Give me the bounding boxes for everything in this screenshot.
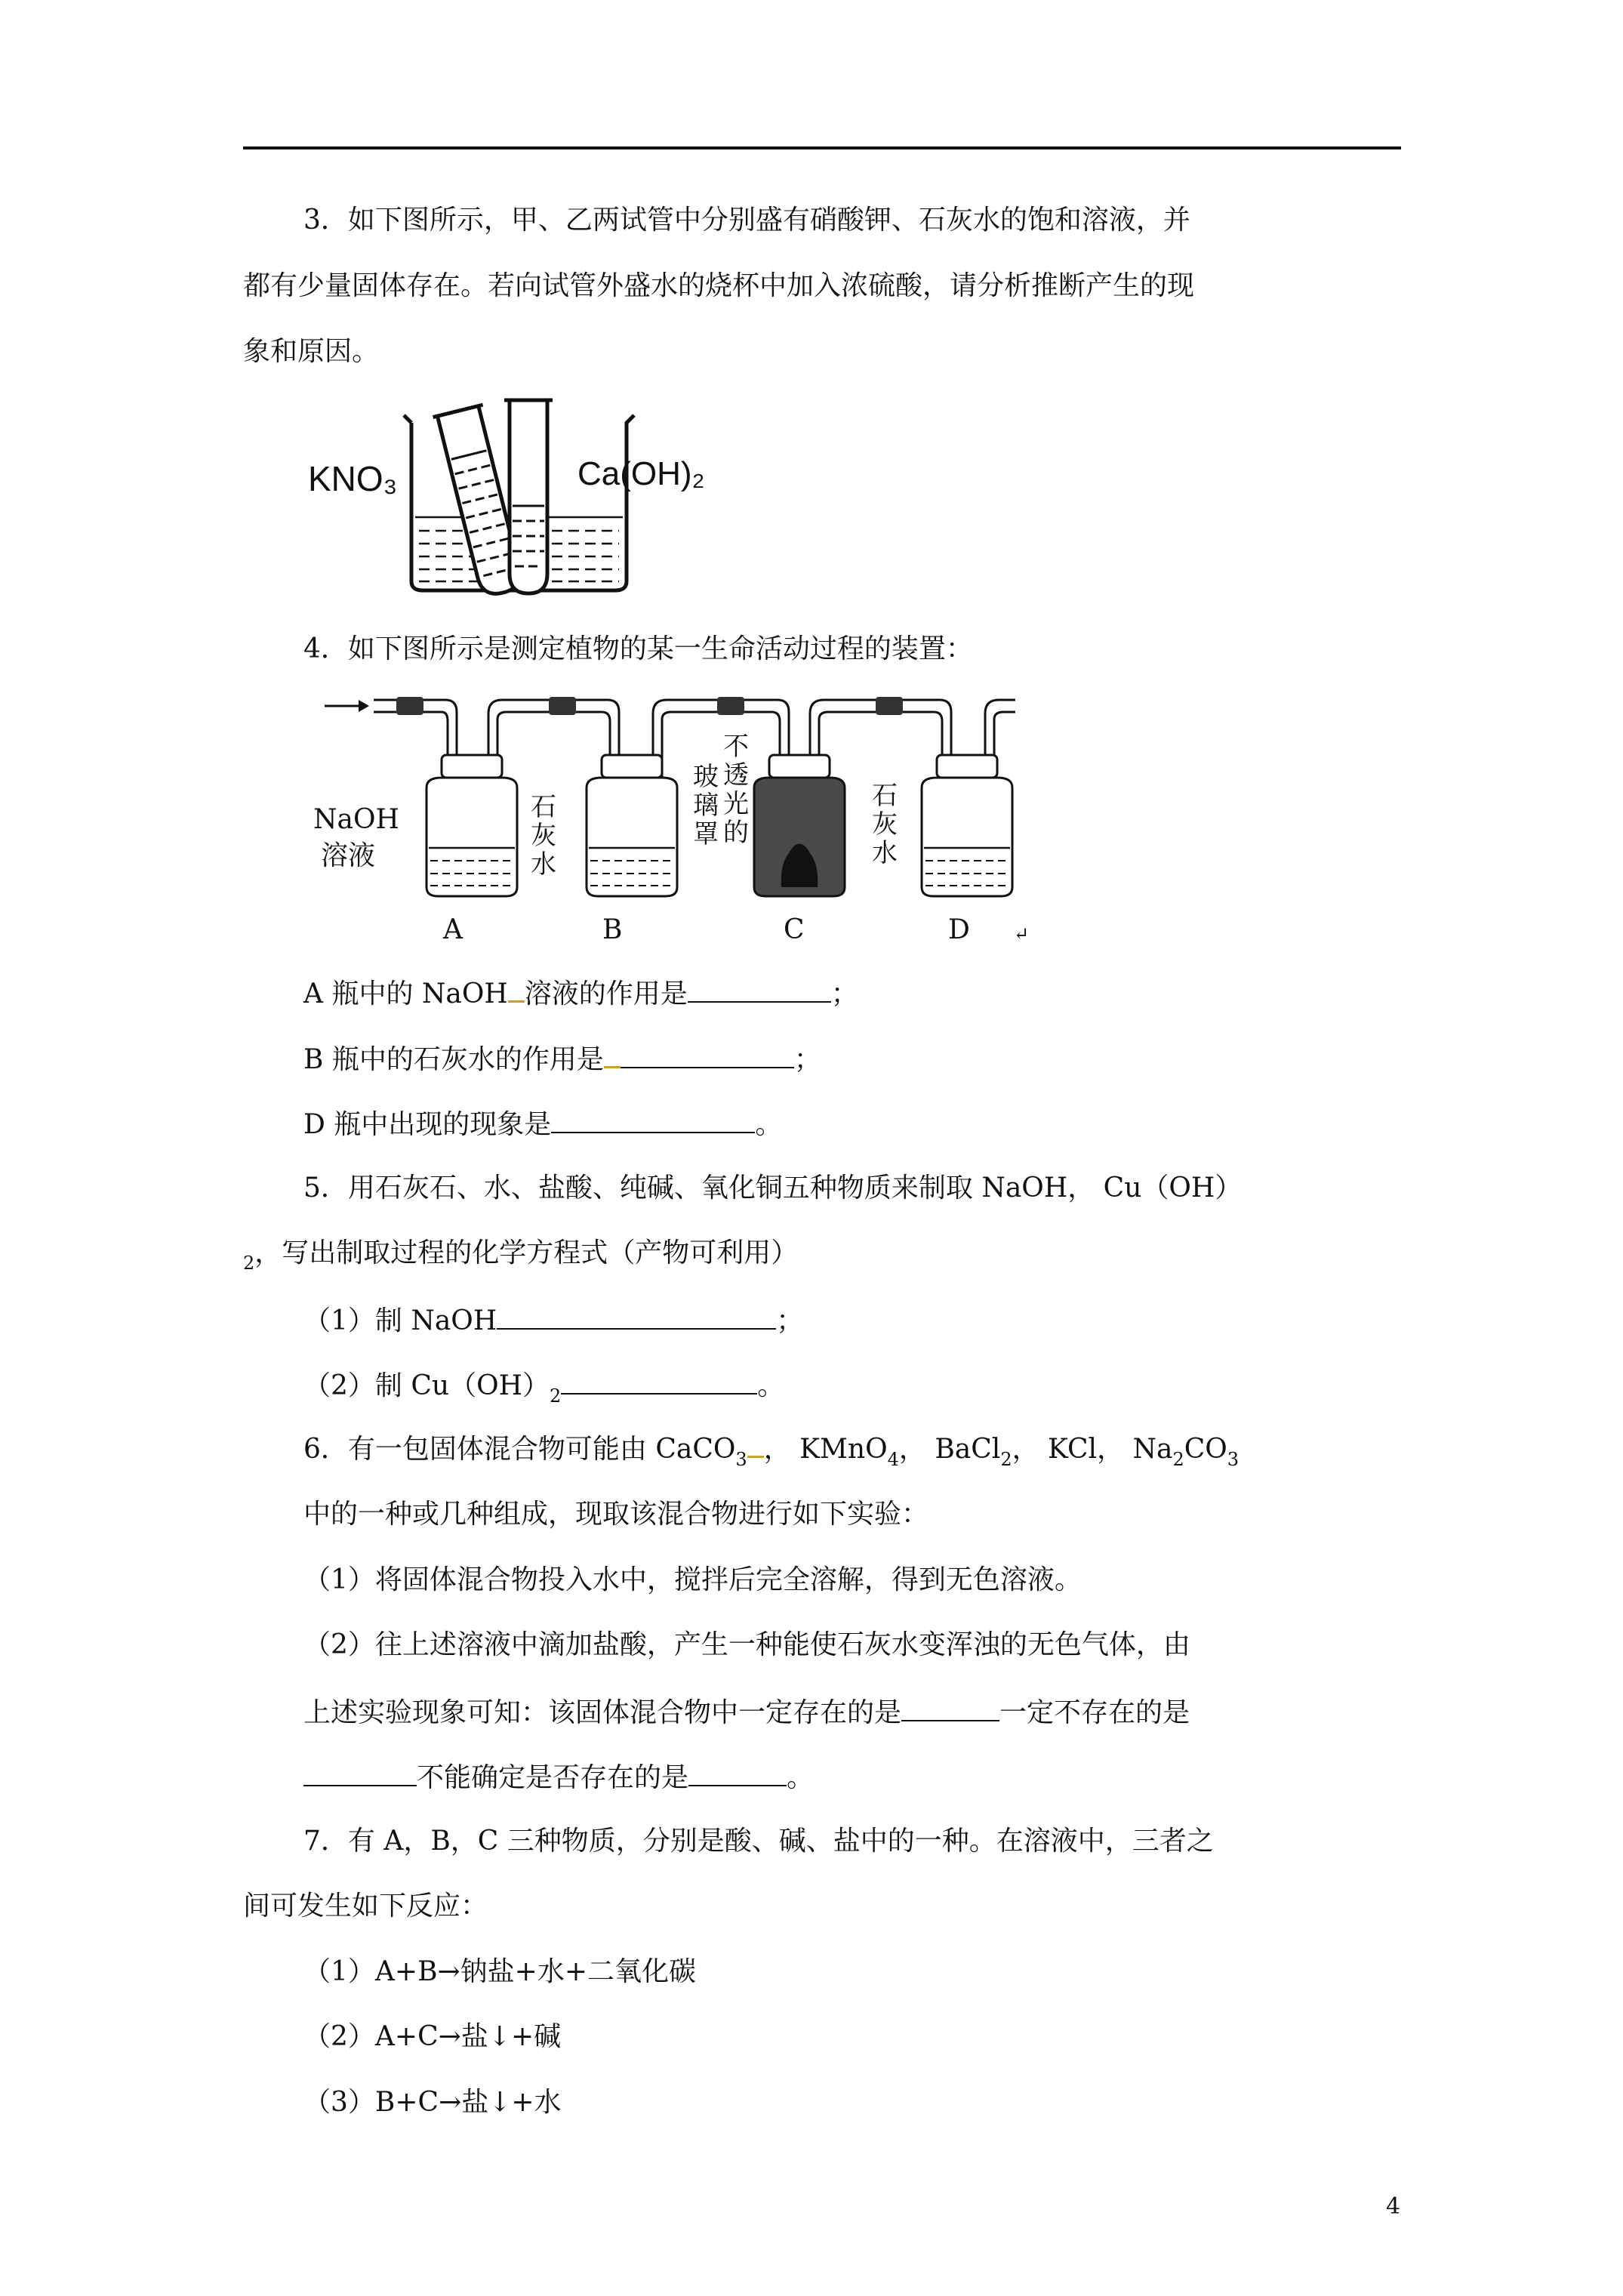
q6-sub-2: 2 (1000, 1449, 1012, 1470)
header-rule (243, 146, 1401, 149)
q7-reaction-1: （1）A+B→钠盐+水+二氧化碳 (303, 1956, 697, 1987)
q6-step-1: （1）将固体混合物投入水中，搅拌后完全溶解，得到无色溶液。 (303, 1564, 1082, 1595)
page-number: 4 (1386, 2193, 1401, 2220)
q6-line-1 (303, 1433, 1239, 1469)
edit-mark (508, 978, 525, 1003)
edit-mark (747, 1433, 764, 1458)
q4-a-text-post: 溶液的作用是 (524, 978, 688, 1009)
bottle-c (754, 755, 845, 896)
beaker-figure (302, 393, 725, 604)
q4-d-line (303, 1106, 782, 1142)
q3-line-1: 3．如下图所示，甲、乙两试管中分别盛有硝酸钾、石灰水的饱和溶液，并 (303, 205, 1190, 236)
q5-item-2-text: （2）制 Cu（OH） (303, 1370, 550, 1401)
answer-blank-must-exist[interactable] (901, 1694, 999, 1721)
q6-sub-3b: 3 (1227, 1449, 1240, 1470)
answer-blank-uncertain[interactable] (688, 1759, 787, 1786)
q7-reaction-2: （2）A+C→盐↓+碱 (303, 2021, 562, 2052)
q5-line-2 (243, 1237, 798, 1272)
bottle-b-label-1: 石 (531, 792, 556, 822)
letter-a: A (443, 914, 463, 945)
q3-line-2: 都有少量固体存在。若向试管外盛水的烧杯中加入浓硫酸，请分析推断产生的现 (243, 270, 1195, 301)
bottle-d (922, 755, 1012, 896)
q6-part-2: ， KMnO (763, 1434, 888, 1465)
bottle-c-label-a1: 玻 (693, 762, 719, 792)
letter-b: B (602, 914, 623, 945)
bottle-c-label-b3: 光 (723, 789, 749, 819)
q6-line-4 (303, 1694, 1190, 1730)
label-kno3: KNO₃ (308, 459, 398, 498)
q4-intro: 4．如下图所示是测定植物的某一生命活动过程的装置： (303, 633, 973, 664)
q7-line-2: 间可发生如下反应： (243, 1891, 488, 1922)
bottle-c-label-b4: 的 (723, 818, 749, 848)
q4-d-end: 。 (755, 1109, 783, 1140)
q7-reaction-3: （3）B+C→盐↓+水 (303, 2087, 562, 2118)
q4-a-line (303, 975, 858, 1011)
test-tube-caoh2 (504, 400, 553, 593)
answer-blank-cuoh2[interactable] (561, 1367, 757, 1395)
q6-line-5 (303, 1759, 814, 1795)
q4-b-text: B 瓶中的石灰水的作用是 (303, 1044, 604, 1075)
q5-line-1: 5．用石灰石、水、盐酸、纯碱、氧化铜五种物质来制取 NaOH， Cu（OH） (303, 1173, 1243, 1203)
q6-line-5-post: 不能确定是否存在的是 (417, 1762, 689, 1793)
q6-sub-4: 4 (887, 1449, 899, 1470)
bottle-d-label-2: 灰 (872, 809, 898, 840)
q6-part-3: ， BaCl (898, 1434, 1001, 1465)
answer-blank-d[interactable] (551, 1106, 755, 1133)
answer-blank-naoh[interactable] (497, 1302, 776, 1330)
q4-a-text-pre: A 瓶中的 NaOH (303, 978, 508, 1009)
answer-blank-b[interactable] (621, 1041, 794, 1068)
answer-blank-must-not-exist[interactable] (303, 1759, 417, 1786)
letter-d: D (948, 914, 970, 945)
q6-sub-2b: 2 (1172, 1449, 1184, 1470)
q4-b-line (303, 1041, 821, 1077)
bottle-b-label-3: 水 (531, 849, 556, 880)
q5-line-2-sub: 2 (243, 1253, 255, 1274)
answer-blank-a[interactable] (688, 975, 831, 1003)
bottle-c-label-a2: 璃 (693, 791, 719, 821)
bottle-a-label-1: NaOH (313, 804, 399, 835)
apparatus-figure (306, 683, 1068, 955)
q4-b-end: ； (793, 1044, 821, 1075)
q6-step-2: （2）往上述溶液中滴加盐酸，产生一种能使石灰水变浑浊的无色气体，由 (303, 1629, 1190, 1660)
q5-item-1 (303, 1302, 803, 1338)
bottle-d-label-3: 水 (872, 838, 898, 868)
bottle-a-label-2: 溶液 (321, 840, 376, 871)
q6-part-5: CO (1184, 1434, 1227, 1465)
q5-line-2-text: ，写出制取过程的化学方程式（产物可利用） (254, 1237, 799, 1268)
q6-line-4-pre: 上述实验现象可知：该固体混合物中一定存在的是 (303, 1697, 902, 1728)
q4-d-text: D 瓶中出现的现象是 (303, 1109, 552, 1140)
q5-item-1-text: （1）制 NaOH (303, 1305, 497, 1336)
q5-item-2 (303, 1367, 784, 1405)
bottle-b-label-2: 灰 (531, 821, 556, 851)
q5-item-2-end: 。 (757, 1370, 785, 1401)
q6-line-5-end: 。 (787, 1762, 815, 1793)
edit-mark (604, 1043, 621, 1068)
q6-line-1-pre: 6．有一包固体混合物可能由 CaCO (303, 1434, 736, 1465)
bottle-c-label-b2: 透 (723, 760, 749, 791)
bottle-d-label-1: 石 (872, 781, 898, 811)
return-mark: ↵ (1014, 923, 1030, 945)
q6-part-4: ， KCl， Na (1012, 1434, 1173, 1465)
q6-sub-3a: 3 (735, 1449, 747, 1470)
q5-item-1-end: ； (776, 1305, 804, 1336)
q5-item-2-sub: 2 (550, 1385, 562, 1407)
q6-line-2: 中的一种或几种组成，现取该混合物进行如下实验： (303, 1499, 929, 1530)
bottle-b (587, 755, 677, 896)
q4-a-end: ； (830, 978, 858, 1009)
bottle-a (427, 755, 517, 896)
q3-line-3: 象和原因。 (243, 336, 380, 367)
letter-c: C (784, 914, 805, 945)
bottle-c-label-b1: 不 (723, 732, 749, 762)
label-caoh2: Ca(OH)₂ (577, 455, 705, 492)
bottle-c-label-a3: 罩 (693, 819, 719, 849)
q7-line-1: 7．有 A，B，C 三种物质，分别是酸、碱、盐中的一种。在溶液中，三者之 (303, 1826, 1214, 1857)
q6-line-4-post: 一定不存在的是 (999, 1697, 1190, 1728)
